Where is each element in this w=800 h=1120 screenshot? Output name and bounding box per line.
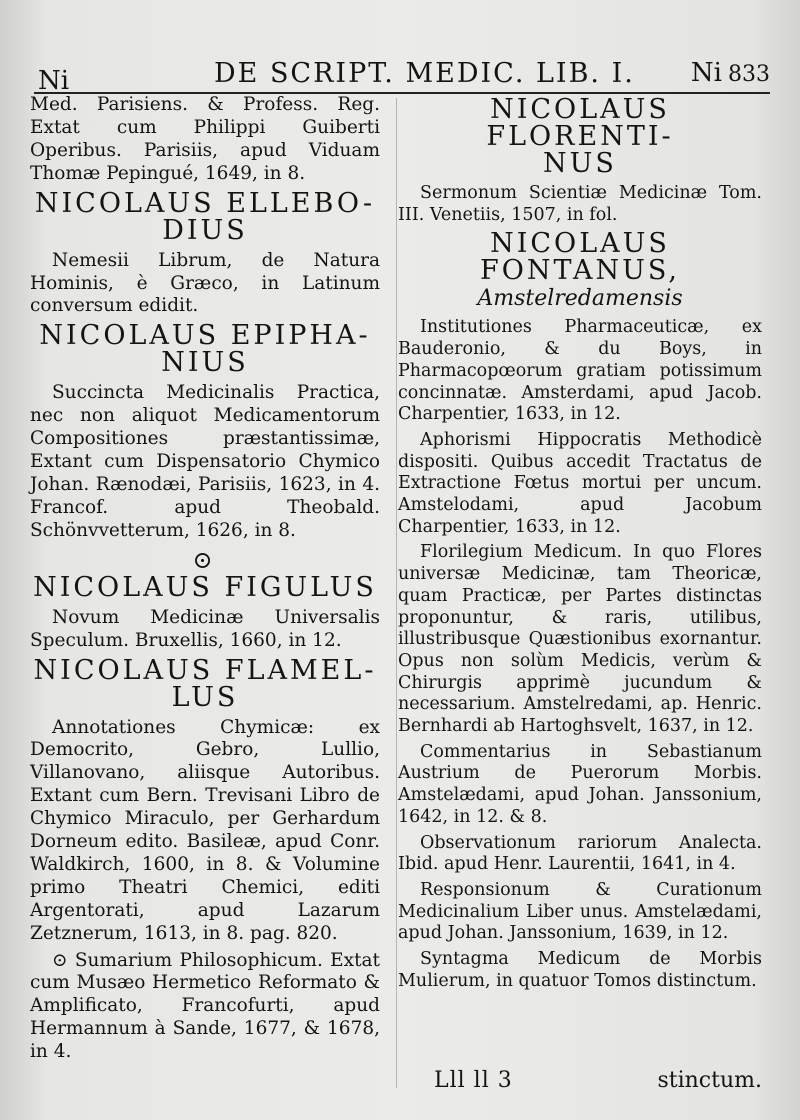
heading-line: NICOLAUS ELLEBO- bbox=[34, 187, 376, 219]
entry-text: Institutiones Pharmaceuticæ, ex Bauderonio, & du Boys, in Pharmacopœorum gratiam potissimum concinnatæ. Amsterdami, apud Jacob. Charpentier, 1633, in 12. bbox=[398, 317, 762, 425]
header-title: DE SCRIPT. MEDIC. LIB. I. bbox=[214, 58, 635, 89]
entry-text: Observationum rariorum Analecta. Ibid. apud Henr. Laurentii, 1641, in 4. bbox=[398, 832, 762, 875]
column-divider bbox=[396, 98, 397, 1088]
entry-flamellus bbox=[30, 654, 380, 1065]
circle-dot-mark-icon: ⊙ bbox=[192, 545, 216, 574]
heading-line: NICOLAUS FLAMEL- bbox=[33, 654, 377, 686]
heading-line bbox=[30, 547, 380, 601]
entry-fontanus bbox=[398, 230, 762, 992]
continued-text: Med. Parisiens. & Profess. Reg. Extat cum Philippi Guiberti Operibus. Parisiis, apud Viduam Thomæ Pepingué, 1649, in 8. bbox=[30, 94, 380, 184]
header-right-mark: Ni bbox=[690, 58, 722, 88]
left-column bbox=[30, 94, 380, 1068]
heading-line: NICOLAUS FLORENTI- bbox=[486, 94, 674, 152]
entry-text: Responsionum & Curationum Medicinalium Liber unus. Amstelædami, apud Johan. Janssonium, 1639, in 12. bbox=[398, 879, 762, 944]
page-number: 833 bbox=[728, 62, 770, 87]
entry-text: ⊙ Sumarium Philosophicum. Extat cum Musæo Hermetico Reformato & Amplificato, Francofurti, apud Hermannum à Sande, 1677, & 1678, in 4. bbox=[30, 949, 380, 1063]
entry-text: Novum Medicinæ Universalis Speculum. Bruxellis, 1660, in 12. bbox=[30, 606, 380, 651]
signature-mark: Lll ll 3 bbox=[434, 1068, 513, 1093]
entry-text: Nemesii Librum, de Natura Hominis, è Græco, in Latinum conversum edidit. bbox=[30, 249, 380, 317]
running-header bbox=[34, 52, 770, 94]
entry-heading bbox=[30, 320, 380, 379]
heading-text: NICOLAUS FIGULUS bbox=[33, 571, 377, 603]
right-column bbox=[398, 94, 762, 997]
page-footer bbox=[398, 1064, 762, 1098]
heading-line: NIUS bbox=[161, 347, 249, 379]
entry-heading bbox=[398, 96, 762, 177]
entry-text: Sermonum Scientiæ Medicinæ Tom. III. Venetiis, 1507, in fol. bbox=[398, 183, 762, 225]
catchword: stinctum. bbox=[657, 1068, 762, 1093]
entry-figulus bbox=[30, 547, 380, 653]
heading-line: LUS bbox=[171, 681, 239, 713]
entry-ellebodius bbox=[30, 187, 380, 319]
entry-epiphanius bbox=[30, 322, 380, 542]
heading-line: NUS bbox=[543, 148, 617, 179]
entry-text: Succincta Medicinalis Practica, nec non aliquot Medicamentorum Compositiones præstantissimæ, Extant cum Dispensatorio Chymico Johan. Rænodæi, Parisiis, 1623, in 4. Francof. apud Theobald. Schönvvetterum, 1626, in 8. bbox=[30, 382, 380, 541]
entry-florentinus bbox=[398, 96, 762, 226]
entry-heading bbox=[30, 187, 380, 246]
header-left-mark: Ni bbox=[38, 66, 70, 96]
entry-heading bbox=[30, 654, 380, 713]
heading-line: NICOLAUS FONTANUS, bbox=[479, 228, 681, 287]
entry-subtitle: Amstelredamensis bbox=[477, 286, 683, 312]
entry-heading bbox=[398, 228, 762, 287]
heading-line: DIUS bbox=[162, 214, 248, 246]
entry-text: Aphorismi Hippocratis Methodicè dispositi. Quibus accedit Tractatus de Extractione Fœtus mortui per uncum. Amstelodami, apud Jacobum Charpentier, 1633, in 12. bbox=[398, 429, 762, 537]
entry-text: Annotationes Chymicæ: ex Democrito, Gebro, Lullio, Villanovano, aliisque Autoribus. Extant cum Bern. Trevisani Libro de Chymico Miraculo, per Gerhardum Dorneum edito. Basileæ, apud Conr. Waldkirch, 1600, in 8. & Volumine primo Theatri Chemici, editi Argentorati, apud Lazarum Zetznerum, 1613, in 8. pag. 820. bbox=[30, 716, 380, 944]
entry-heading bbox=[30, 547, 380, 601]
entry-text: Syntagma Medicum de Morbis Mulierum, in quatuor Tomos distinctum. bbox=[398, 949, 762, 991]
entry-text: Commentarius in Sebastianum Austrium de Puerorum Morbis. Amstelædami, apud Johan. Janssonium, 1642, in 12. & 8. bbox=[398, 741, 762, 827]
heading-line: NICOLAUS EPIPHA- bbox=[39, 320, 371, 352]
entry-text: Florilegium Medicum. In quo Flores universæ Medicinæ, tam Theoricæ, quam Practicæ, per Partes distinctas proponuntur, & raris, utilibus, illustribusque Quæstionibus exornantur. Opus non solùm Medicis, verùm & Chirurgis apprimè jucundum & necessarium. Amstelredami, ap. Henric. Bernhardi ab Hartoghsvelt, 1637, in 12. bbox=[398, 542, 762, 737]
